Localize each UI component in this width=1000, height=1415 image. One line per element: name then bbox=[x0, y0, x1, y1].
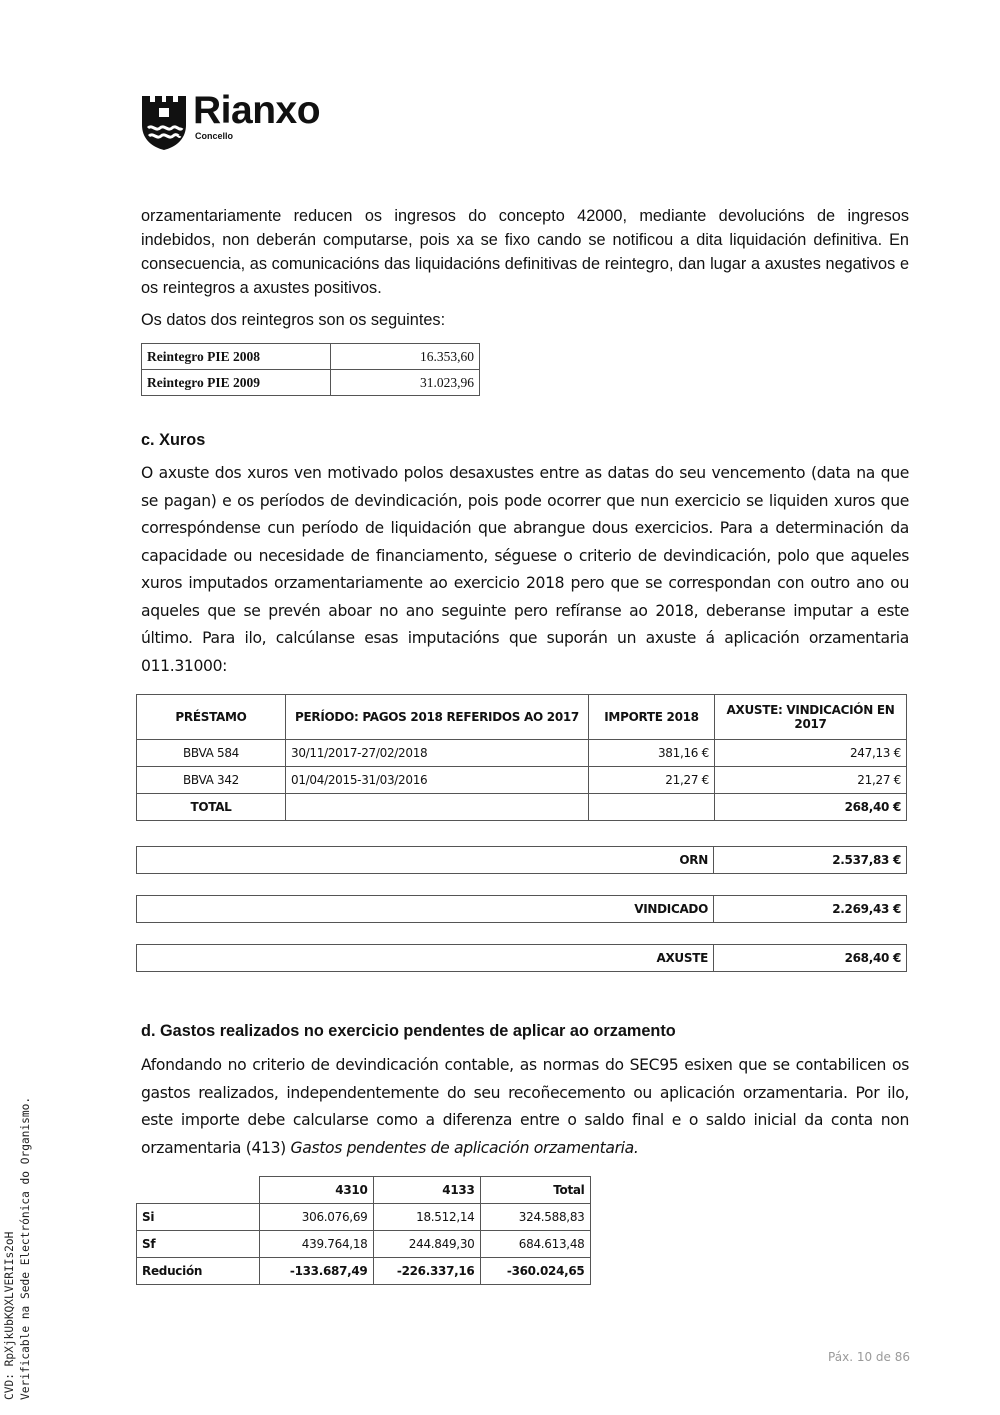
section-d-heading: d. Gastos realizados no exercicio pendentes de aplicar ao orzamento bbox=[141, 1022, 676, 1040]
cell-4133: 244.849,30 bbox=[373, 1231, 480, 1258]
table-row bbox=[137, 767, 907, 794]
table-row bbox=[137, 945, 907, 972]
reintegros-intro: Os datos dos reintegros son os seguintes: bbox=[141, 311, 446, 329]
loan-axuste: 247,13 € bbox=[715, 740, 907, 767]
table-header-row bbox=[137, 1177, 591, 1204]
reintegro-label: Reintegro PIE 2009 bbox=[142, 370, 331, 396]
row-label: Sf bbox=[137, 1231, 260, 1258]
table-row bbox=[142, 344, 480, 370]
col-header-total: Total bbox=[480, 1177, 590, 1204]
verification-code: CVD: RpXjkUbKQXLVERIIs2oH bbox=[3, 1231, 16, 1400]
total-value: 268,40 € bbox=[715, 794, 907, 821]
row-label: Si bbox=[137, 1204, 260, 1231]
table-row bbox=[137, 1258, 591, 1285]
summary-orn bbox=[136, 846, 907, 874]
intro-paragraph: orzamentariamente reducen os ingresos do concepto 42000, mediante devolucións de ingresos indebidos, non deberán computarse, pois xa se fixo cando se notificou a dita liquidación definitiva. En consecuencia, as comunicacións das liquidacións definitivas de reintegro, dan lugar a axustes negativos e os reintegros a axustes positivos. bbox=[141, 207, 909, 297]
summary-value: 2.537,83 € bbox=[714, 847, 907, 874]
cell-4310: 306.076,69 bbox=[259, 1204, 373, 1231]
table-row bbox=[137, 847, 907, 874]
col-header-4133: 4133 bbox=[373, 1177, 480, 1204]
loan-period: 01/04/2015-31/03/2016 bbox=[286, 767, 589, 794]
table-row bbox=[142, 370, 480, 396]
loan-period: 30/11/2017-27/02/2018 bbox=[286, 740, 589, 767]
loan-importe: 21,27 € bbox=[589, 767, 715, 794]
summary-label: VINDICADO bbox=[137, 896, 714, 923]
reintegros-table bbox=[141, 343, 480, 396]
col-header-4310: 4310 bbox=[259, 1177, 373, 1204]
reintegro-value: 31.023,96 bbox=[331, 370, 480, 396]
empty-corner bbox=[137, 1177, 260, 1204]
reintegro-value: 16.353,60 bbox=[331, 344, 480, 370]
logo-wordmark: Rianxo bbox=[193, 89, 321, 132]
tower-shield-icon bbox=[141, 95, 187, 151]
col-header-prestamo: PRÉSTAMO bbox=[137, 695, 286, 740]
table-row bbox=[137, 740, 907, 767]
summary-value: 2.269,43 € bbox=[714, 896, 907, 923]
reintegro-label: Reintegro PIE 2008 bbox=[142, 344, 331, 370]
cell-4310: 439.764,18 bbox=[259, 1231, 373, 1258]
summary-vindicado bbox=[136, 895, 907, 923]
table-row bbox=[137, 896, 907, 923]
cell-total: -360.024,65 bbox=[480, 1258, 590, 1285]
summary-value: 268,40 € bbox=[714, 945, 907, 972]
section-c-paragraph: O axuste dos xuros ven motivado polos desaxustes entre as datas do seu vencemento (data na que se pagan) e os períodos de devindicación, pois pode ocorrer que nun exercicio se liquiden xuros que correspóndense cun período de liquidación que abrangue dous exercicios. Para a determinación da capacidade ou necesidade de financiamento, séguese o criterio de devindicación, polo que aqueles xuros imputados orzamentariamente ao exercicio 2018 pero que se correspondan con outro ano ou aqueles que se prevén aboar no ano seguinte pero refíranse ao 2018, deberanse imputar a este último. Para ilo, calcúlanse esas imputacións que suporán un axuste á aplicación orzamentaria 011.31000: bbox=[141, 464, 909, 675]
empty-cell bbox=[286, 794, 589, 821]
cell-4133: 18.512,14 bbox=[373, 1204, 480, 1231]
row-label: Redución bbox=[137, 1258, 260, 1285]
logo-subtitle: Concello bbox=[195, 131, 234, 141]
section-d-paragraph bbox=[141, 1052, 909, 1162]
table-header-row bbox=[137, 695, 907, 740]
table-row bbox=[137, 1204, 591, 1231]
account-413-table bbox=[136, 1176, 591, 1285]
verification-note: Verificable na Sede Electrónica do Organismo. bbox=[19, 1096, 32, 1400]
cell-4133: -226.337,16 bbox=[373, 1258, 480, 1285]
section-d-italic: Gastos pendentes de aplicación orzamentaria. bbox=[290, 1138, 639, 1157]
rianxo-logo bbox=[141, 89, 351, 153]
col-header-importe: IMPORTE 2018 bbox=[589, 695, 715, 740]
cell-4310: -133.687,49 bbox=[259, 1258, 373, 1285]
col-header-periodo: PERÍODO: PAGOS 2018 REFERIDOS AO 2017 bbox=[286, 695, 589, 740]
page-number: Páx. 10 de 86 bbox=[828, 1350, 910, 1364]
cell-total: 324.588,83 bbox=[480, 1204, 590, 1231]
empty-cell bbox=[589, 794, 715, 821]
loans-table bbox=[136, 694, 907, 821]
cell-total: 684.613,48 bbox=[480, 1231, 590, 1258]
summary-label: AXUSTE bbox=[137, 945, 714, 972]
verification-sidebar bbox=[2, 1097, 34, 1400]
loan-axuste: 21,27 € bbox=[715, 767, 907, 794]
loan-importe: 381,16 € bbox=[589, 740, 715, 767]
summary-axuste bbox=[136, 944, 907, 972]
section-c-heading: c. Xuros bbox=[141, 431, 206, 449]
section-d-text: Afondando no criterio de devindicación contable, as normas do SEC95 esixen que se contabilicen os gastos realizados, independentemente do seu recoñecemento ou aplicación orzamentaria. Por ilo, este importe debe calcularse como a diferenza entre o saldo final e o saldo inicial da conta non orzamentaria (413) bbox=[141, 1056, 909, 1157]
table-row bbox=[137, 1231, 591, 1258]
loan-name: BBVA 342 bbox=[137, 767, 286, 794]
loan-name: BBVA 584 bbox=[137, 740, 286, 767]
total-label: TOTAL bbox=[137, 794, 286, 821]
summary-label: ORN bbox=[137, 847, 714, 874]
table-total-row bbox=[137, 794, 907, 821]
col-header-axuste: AXUSTE: VINDICACIÓN EN 2017 bbox=[715, 695, 907, 740]
